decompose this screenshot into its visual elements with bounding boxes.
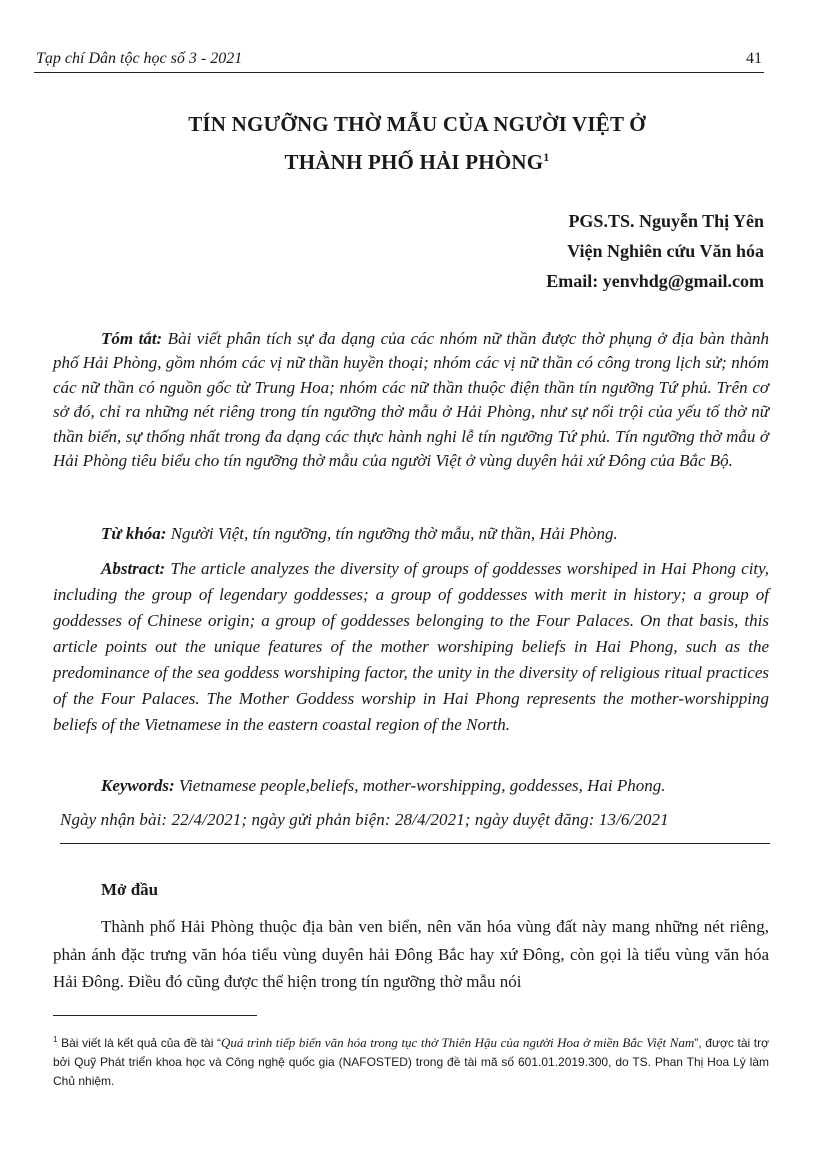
- author-affiliation: Viện Nghiên cứu Văn hóa: [567, 241, 764, 261]
- keywords-vi-text: Người Việt, tín ngưỡng, tín ngưỡng thờ mẫu, nữ thần, Hải Phòng.: [166, 524, 618, 543]
- footnote-marker: 1: [53, 1035, 58, 1044]
- title-line-1: TÍN NGƯỠNG THỜ MẪU CỦA NGƯỜI VIỆT Ở: [188, 112, 646, 136]
- keywords-english: [53, 774, 769, 798]
- keywords-en-text: Vietnamese people,beliefs, mother-worshipping, goddesses, Hai Phong.: [174, 776, 666, 795]
- article-title: [60, 108, 774, 179]
- author-name: PGS.TS. Nguyễn Thị Yên: [568, 211, 764, 231]
- page-number: 41: [746, 50, 762, 67]
- abstract-vi-text: Bài viết phân tích sự đa dạng của các nhóm nữ thần được thờ phụng ở địa bàn thành phố Hải Phòng, gồm nhóm các vị nữ thần huyền thoại; nhóm các vị nữ thần có công trong lịch sử; nhóm các nữ thần có nguồn gốc từ Trung Hoa; nhóm các nữ thần thuộc điện thần tín ngưỡng Tứ phủ. Trên cơ sở đó, chỉ ra những nét riêng trong tín ngưỡng thờ mẫu ở Hải Phòng, như sự nổi trội của yếu tố thờ nữ thần biển, sự thống nhất trong đa dạng các thực hành nghi lễ tín ngưỡng Tứ phủ. Tín ngưỡng thờ mẫu ở Hải Phòng tiêu biểu cho tín ngưỡng thờ mẫu của người Việt ở vùng duyên hải xứ Đông của Bắc Bộ.: [53, 329, 769, 471]
- body-paragraph: Thành phố Hải Phòng thuộc địa bàn ven biển, nên văn hóa vùng đất này mang những nét riêng, phản ánh đặc trưng văn hóa tiểu vùng duyên hải Đông Bắc hay xứ Đông, còn gọi là tiểu vùng văn hóa Hải Đông. Điều đó cũng được thể hiện trong tín ngưỡng thờ mẫu nói: [53, 917, 769, 992]
- keywords-vi-label: Từ khóa:: [101, 524, 167, 543]
- abstract-vi-label: Tóm tắt:: [101, 329, 163, 348]
- abstract-en-text: The article analyzes the diversity of groups of goddesses worshiped in Hai Phong city, including the group of legendary goddesses; a group of goddesses with merit in history; a group of goddesses of Chinese origin; a group of goddesses belonging to the Four Palaces. On that basis, this article points out the unique features of the mother worshiping beliefs in Hai Phong, such as the predominance of the sea goddess worshiping factor, the unity in the diversity of religious ritual practices of the Four Palaces. The Mother Goddess worship in Hai Phong represents the mother-worshipping beliefs of the Vietnamese in the eastern coastal region of the North.: [53, 559, 769, 734]
- title-footnote-marker[interactable]: 1: [543, 150, 550, 164]
- footnote: [53, 1030, 769, 1091]
- footnote-text-before: Bài viết là kết quả của đề tài “: [57, 1036, 222, 1050]
- journal-header: Tạp chí Dân tộc học số 3 - 2021: [36, 50, 243, 67]
- abstract-vietnamese: [53, 327, 769, 473]
- author-block: [546, 206, 764, 296]
- header-divider: [34, 72, 764, 73]
- footnote-text-after: ”, được tài trợ bởi Quỹ Phát triển khoa học và Công nghệ quốc gia (NAFOSTED) trong đề tài mã số 601.01.2019.300, do TS. Phan Thị Hoa Lý làm Chủ nhiệm.: [53, 1036, 770, 1088]
- footnote-divider: [53, 1015, 257, 1016]
- author-email: Email: yenvhdg@gmail.com: [546, 271, 764, 291]
- abstract-en-label: Abstract:: [101, 559, 166, 578]
- footnote-project-title: Quá trình tiếp biến văn hóa trong tục thờ Thiên Hậu của người Hoa ở miền Bắc Việt Nam: [221, 1035, 695, 1050]
- title-line-2-text: THÀNH PHỐ HẢI PHÒNG: [284, 150, 544, 174]
- keywords-en-label: Keywords:: [101, 776, 175, 795]
- abstract-english: [53, 556, 769, 738]
- section-divider: [60, 843, 770, 844]
- section-heading: Mở đầu: [101, 880, 159, 899]
- submission-dates: Ngày nhận bài: 22/4/2021; ngày gửi phản biện: 28/4/2021; ngày duyệt đăng: 13/6/2021: [60, 810, 669, 829]
- keywords-vietnamese: [53, 522, 769, 546]
- title-line-2: [60, 141, 774, 179]
